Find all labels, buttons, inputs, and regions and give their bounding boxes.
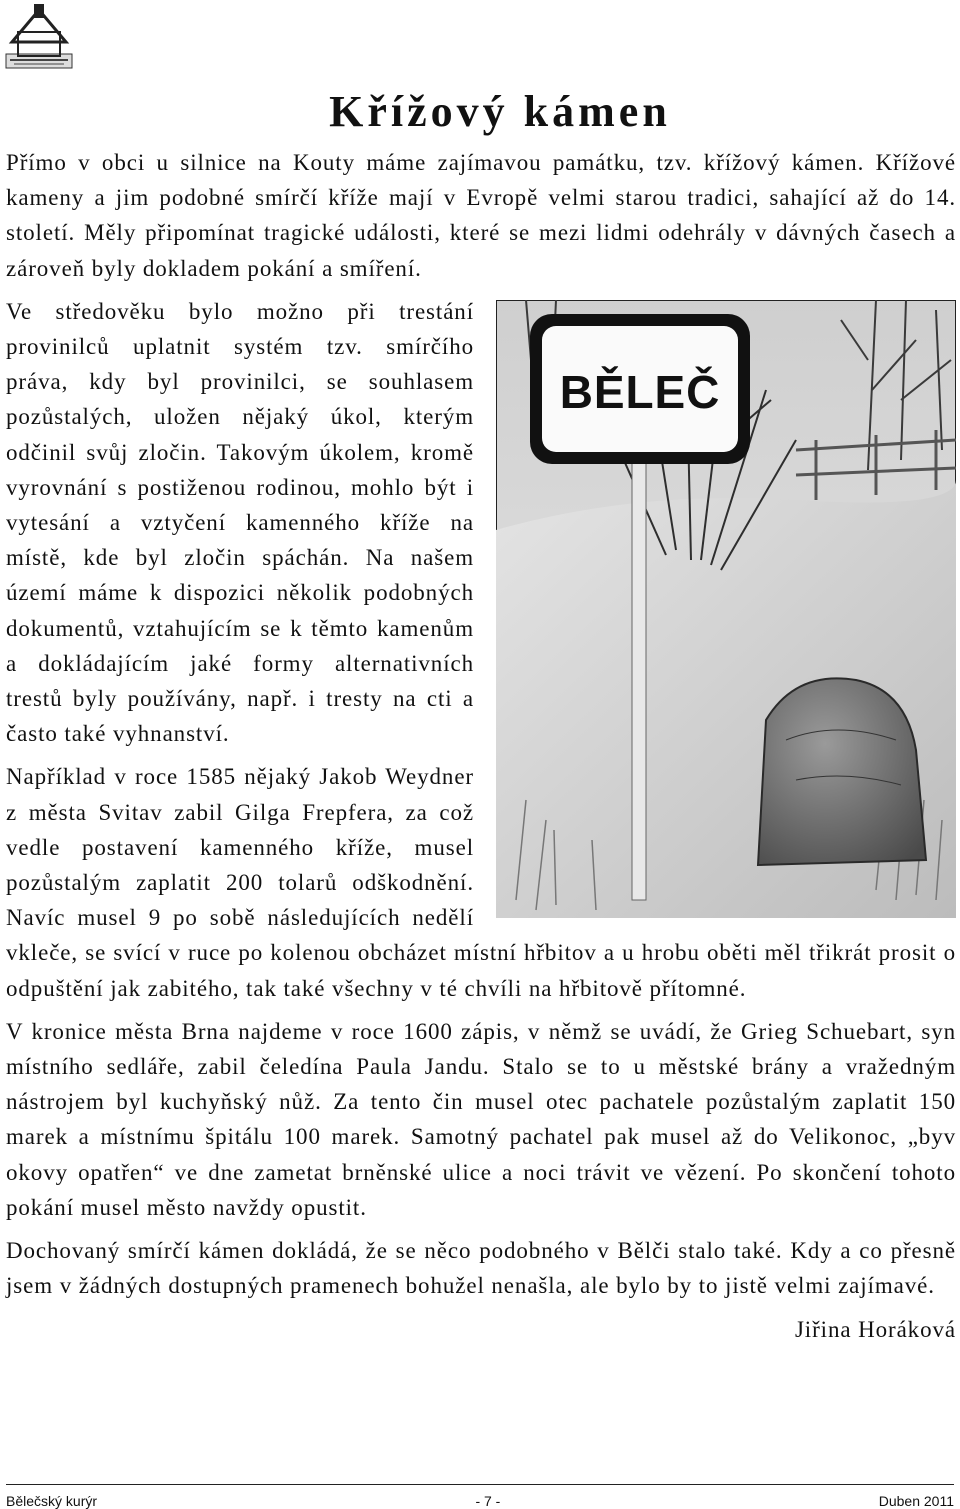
paragraph-example-1585: Například v roce 1585 nějaký Jakob Weydner z města Svitav zabil Gilga Frepfera, za což vedle postavení kamenného kříže, musel pozůstalým zaplatit 200 tolarů odškodnění. Navíc musel 9 po sobě následujících nedělí vkleče, se svící v ruce po kolenou obcházet místní hřbitov a u hrobu oběti měl třikrát prosit o odpuštění jak zabitého, tak také všechny v té chvíli na hřbitově přítomné.	[6, 764, 956, 1001]
article-body	[6, 145, 956, 1347]
sign-label: BĚLEČ	[559, 365, 721, 418]
paragraph-example-1600: V kronice města Brna najdeme v roce 1600 zápis, v němž se uvádí, že Grieg Schuebart, syn místního sedláře, zabil čeledína Paula Jandu. Stalo se to u městské brány a vražedným nástrojem byl kuchyňský nůž. Za tento čin musel otec pachatele pozůstalým zaplatit 150 marek a místnímu špitálu 100 marek. Samotný pachatel pak musel až do Velikonoc, „byv okovy opatřen“ ve dne zametat brněnské ulice a noci trávit ve vězení. Po skončení tohoto pokání musel město navždy opustit.	[6, 1018, 956, 1220]
paragraph-history: Ve středověku bylo možno při trestání provinilců uplatnit systém tzv. smírčího práva, kdy byl provinilci, se souhlasem pozůstalých, uložen nějaký úkol, kterým odčinil svůj zločin. Takovým úkolem, kromě vyrovnání s postiženou rodinou, mohlo být i vytesání a vztyčení kamenného kříže na místě, kde byl zločin spáchán. Na našem území máme k dispozici několik podobných dokumentů, vztahujícím se k těmto kamenům a dokládajícím jaké formy alternativních trestů byly používány, např. i tresty na cti a často také vyhnanství.	[6, 298, 474, 747]
footer-page-number: - 7 -	[475, 1493, 501, 1509]
newsletter-logo	[4, 2, 74, 70]
footer-issue-date: Duben 2011	[878, 1493, 954, 1509]
page-footer	[6, 1484, 954, 1509]
village-sign-photo	[496, 300, 956, 918]
paragraph-conclusion: Dochovaný smírčí kámen dokládá, že se něco podobného v Bělči stalo také. Kdy a co přesně jsem v žádných dostupných pramenech bohužel nenašla, ale bylo by to jistě velmi zajímavé.	[6, 1238, 956, 1299]
author-signature: Jiřina Horáková	[794, 1316, 956, 1342]
article-title: Křížový kámen	[329, 87, 671, 136]
footer-publication: Bělečský kurýr	[6, 1493, 98, 1509]
paragraph-intro: Přímo v obci u silnice na Kouty máme zajímavou památku, tzv. křížový kámen. Křížové kameny a jim podobné smírčí kříže mají v Evropě velmi starou tradici, sahající až do 14. století. Měly připomínat tragické události, které se mezi lidmi odehrály v dávných časech a zároveň byly dokladem pokání a smíření.	[6, 150, 956, 281]
